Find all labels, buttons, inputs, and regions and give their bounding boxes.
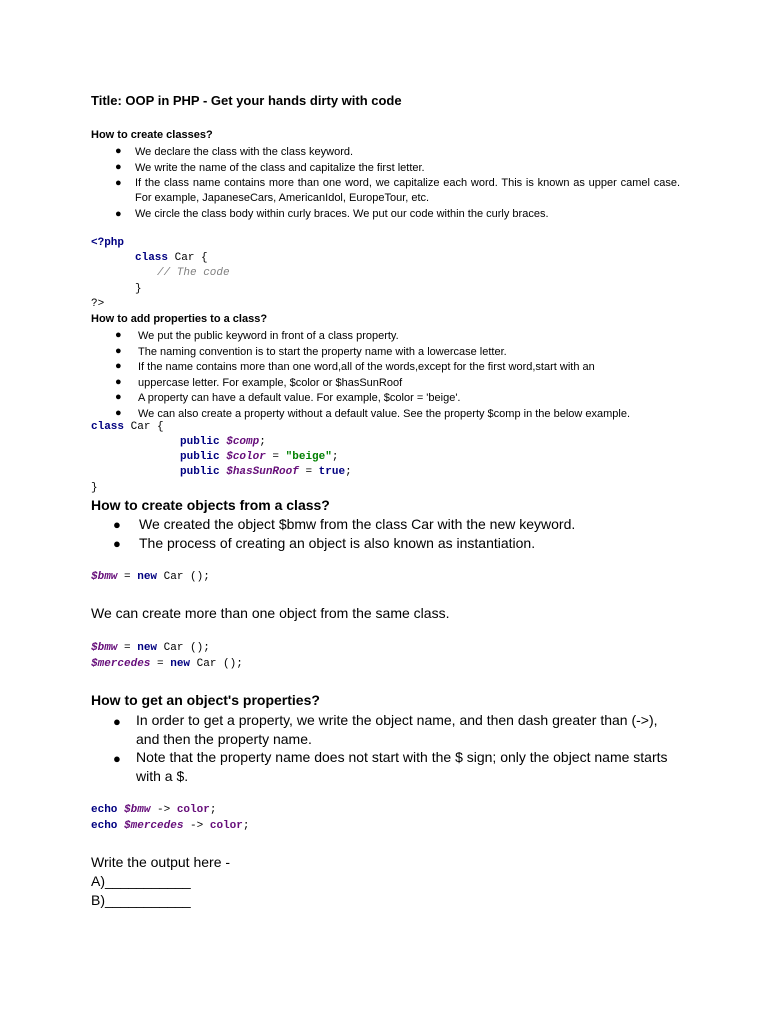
answer-blank-a[interactable]: A)___________ — [91, 873, 191, 889]
code-close-brace: } — [91, 482, 98, 494]
code-text: = — [150, 658, 171, 670]
list-item: We created the object $bmw from the class Car with the new keyword. — [139, 516, 576, 532]
bullet-marker: ● — [115, 345, 122, 357]
code-variable: $bmw — [91, 571, 118, 583]
code-text: ; — [209, 804, 217, 816]
code-variable: $bmw — [91, 642, 118, 654]
code-text: Car { — [168, 252, 208, 264]
code-text: ; — [331, 451, 339, 463]
code-text: = — [298, 466, 319, 478]
document-title: Title: OOP in PHP - Get your hands dirty with code — [91, 93, 402, 108]
code-keyword: new — [137, 642, 158, 654]
code-keyword: public — [180, 436, 220, 448]
code-keyword: echo — [91, 804, 118, 816]
bullet-marker: ● — [115, 177, 122, 189]
code-text: = — [117, 571, 138, 583]
code-property: color — [209, 820, 243, 832]
bullet-marker: ● — [115, 145, 122, 157]
list-item: The naming convention is to start the property name with a lowercase letter. — [138, 346, 507, 358]
code-variable: $bmw — [124, 804, 151, 816]
code-string: "beige" — [285, 451, 332, 463]
code-text: ; — [242, 820, 250, 832]
list-item: Note that the property name does not start with the $ sign; only the object name starts with a $. — [136, 749, 668, 784]
code-close-brace: } — [135, 283, 142, 295]
code-text: -> — [183, 820, 210, 832]
list-item: We circle the class body within curly braces. We put our code within the curly braces. — [135, 208, 549, 220]
list-item: We put the public keyword in front of a class property. — [138, 330, 399, 342]
code-keyword: new — [137, 571, 158, 583]
code-line — [91, 820, 249, 832]
code-line-instantiate — [91, 571, 210, 583]
bullet-marker: ● — [113, 714, 121, 729]
list-item: We declare the class with the class keyword. — [135, 146, 354, 158]
list-item: We can also create a property without a default value. See the property $comp in the below example. — [138, 408, 631, 420]
code-line — [135, 252, 208, 264]
code-line — [91, 421, 164, 433]
code-text: = — [265, 451, 286, 463]
code-line — [180, 451, 338, 463]
output-prompt: Write the output here - — [91, 854, 231, 870]
code-line — [180, 436, 266, 448]
code-line — [91, 658, 243, 670]
code-text: = — [117, 642, 138, 654]
paragraph: We can create more than one object from the same class. — [91, 605, 450, 621]
code-text: -> — [150, 804, 177, 816]
code-variable: $mercedes — [124, 820, 184, 832]
code-php-close-tag: ?> — [91, 298, 105, 310]
code-line — [180, 466, 352, 478]
code-line — [91, 642, 210, 654]
section-heading-add-properties: How to add properties to a class? — [91, 313, 268, 325]
bullet-marker: ● — [115, 407, 122, 419]
code-keyword: echo — [91, 820, 118, 832]
bullet-marker: ● — [115, 391, 122, 403]
code-keyword: class — [91, 421, 125, 433]
code-keyword: new — [170, 658, 191, 670]
section-heading-create-objects: How to create objects from a class? — [91, 497, 330, 513]
code-keyword: public — [180, 466, 220, 478]
code-comment: // The code — [157, 267, 230, 279]
list-item: If the class name contains more than one word, we capitalize each word. This is known as upper camel case. For example, JapaneseCars, AmericanIdol, EuropeTour, etc. — [135, 177, 680, 204]
bullet-marker: ● — [115, 161, 122, 173]
code-variable: $comp — [226, 436, 260, 448]
code-variable: $color — [226, 451, 266, 463]
code-variable: $mercedes — [91, 658, 151, 670]
list-item: We write the name of the class and capitalize the first letter. — [135, 162, 425, 174]
code-php-open-tag: <?php — [91, 237, 125, 249]
code-variable: $hasSunRoof — [226, 466, 299, 478]
section-heading-create-classes: How to create classes? — [91, 129, 213, 141]
bullet-marker: ● — [115, 329, 122, 341]
code-text: Car (); — [157, 571, 210, 583]
code-text: Car { — [124, 421, 164, 433]
code-text: Car (); — [190, 658, 243, 670]
bullet-marker: ● — [115, 208, 122, 220]
section-heading-get-properties: How to get an object's properties? — [91, 692, 320, 708]
list-item: In order to get a property, we write the object name, and then dash greater than (->), and then the property name. — [136, 712, 658, 747]
bullet-marker: ● — [113, 517, 121, 532]
bullet-marker: ● — [113, 536, 121, 551]
code-text: ; — [345, 466, 352, 478]
list-item: uppercase letter. For example, $color or $hasSunRoof — [138, 377, 403, 389]
code-text: Car (); — [157, 642, 210, 654]
list-item: If the name contains more than one word,all of the words,except for the first word,start with an — [138, 361, 595, 373]
bullet-marker: ● — [115, 376, 122, 388]
bullet-marker: ● — [113, 751, 121, 766]
code-property: color — [176, 804, 210, 816]
code-text: ; — [259, 436, 266, 448]
answer-blank-b[interactable]: B)___________ — [91, 892, 191, 908]
list-item: The process of creating an object is also known as instantiation. — [139, 535, 536, 551]
bullet-marker: ● — [115, 360, 122, 372]
code-keyword: public — [180, 451, 220, 463]
code-keyword: class — [135, 252, 169, 264]
list-item: A property can have a default value. For example, $color = 'beige'. — [138, 392, 461, 404]
code-keyword: true — [318, 466, 346, 478]
code-line — [91, 804, 216, 816]
